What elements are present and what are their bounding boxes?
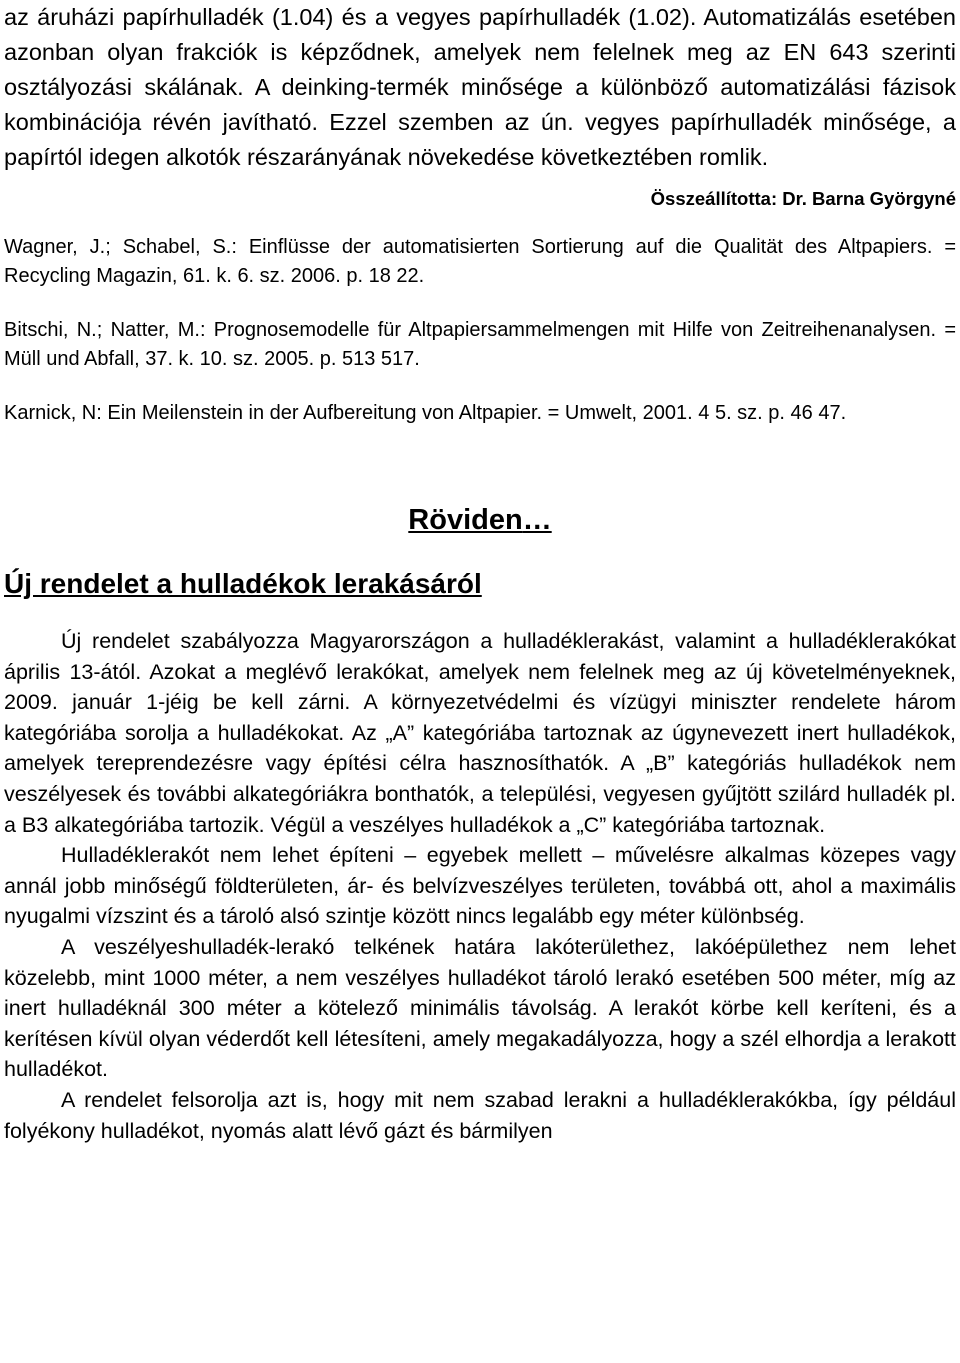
intro-paragraph: az áruházi papírhulladék (1.04) és a vegyes papírhulladék (1.02). Automatizálás esetében azonban olyan frakciók is képződnek, amelyek nem felelnek meg az EN 643 szerinti osztályozási skálának. A deinking-termék minősége a különböző automatizálási fázisok kombinációja révén javítható. Ezzel szemben az ún. vegyes papírhulladék minősége, a papírtól idegen alkotók részarányának növekedése következtében romlik.: [4, 4, 956, 170]
reference-list: [4, 233, 956, 428]
article-paragraph: A rendelet felsorolja azt is, hogy mit nem szabad lerakni a hulladéklerakókba, így például folyékony hulladékot, nyomás alatt lévő gázt és bármilyen: [4, 1087, 956, 1143]
document-page: [4, 0, 956, 1146]
author-credit: Összeállította: Dr. Barna Györgyné: [650, 188, 956, 209]
article-title: Új rendelet a hulladékok lerakásáról: [4, 568, 482, 599]
section-heading-ellipsis: …: [522, 504, 552, 536]
reference-item: Karnick, N: Ein Meilenstein in der Aufbereitung von Altpapier. = Umwelt, 2001. 4 5. sz. p. 46 47.: [4, 402, 847, 424]
article-paragraph: Hulladéklerakót nem lehet építeni – egyebek mellett – művelésre alkalmas közepes vagy annál jobb minőségű földterületen, ár- és belvízveszélyes területen, továbbá ott, ahol a maximális nyugalmi vízszint és a tároló alsó szintje között nincs legalább egy méter különbség.: [4, 843, 956, 929]
reference-item: Bitschi, N.; Natter, M.: Prognosemodelle für Altpapiersammelmengen mit Hilfe von Zeitreihenanalysen. = Müll und Abfall, 37. k. 10. sz. 2005. p. 513 517.: [4, 319, 956, 370]
reference-item: Wagner, J.; Schabel, S.: Einflüsse der automatisierten Sortierung auf die Qualität des Altpapiers. = Recycling Magazin, 61. k. 6. sz. 2006. p. 18 22.: [4, 236, 956, 287]
section-heading: [4, 500, 956, 540]
article-paragraph: A veszélyeshulladék-lerakó telkének határa lakóterülethez, lakóépülethez nem lehet közelebb, mint 1000 méter, a nem veszélyes hulladékot tároló lerakó esetében 500 méter, míg az inert hulladéknál 300 méter a kötelező minimális távolság. A lerakót körbe kell keríteni, és a kerítésen kívül olyan véderdőt kell létesíteni, amely megakadályozza, hogy a szél elhordja a lerakott hulladékot.: [4, 934, 956, 1082]
section-heading-word: Röviden: [408, 504, 523, 536]
article-body: [4, 626, 956, 1146]
article-paragraph: Új rendelet szabályozza Magyarországon a hulladéklerakást, valamint a hulladéklerakókat április 13-ától. Azokat a meglévő lerakókat, amelyek nem felelnek meg az új követelményeknek, 2009. január 1-jéig be kell zárni. A környezetvédelmi és vízügyi miniszter rendelete három kategóriába sorolja a hulladékokat. Az „A” kategóriába tartoznak az úgynevezett inert hulladékok, amelyek tereprendezésre vagy építési célra hasznosíthatók. A „B” kategóriás hulladékok nem veszélyesek és további alkategóriákra bonthatók, a települési, vegyesen gyűjtött szilárd hulladék pl. a B3 alkategóriába tartozik. Végül a veszélyes hulladékok a „C” kategóriába tartoznak.: [4, 629, 956, 837]
